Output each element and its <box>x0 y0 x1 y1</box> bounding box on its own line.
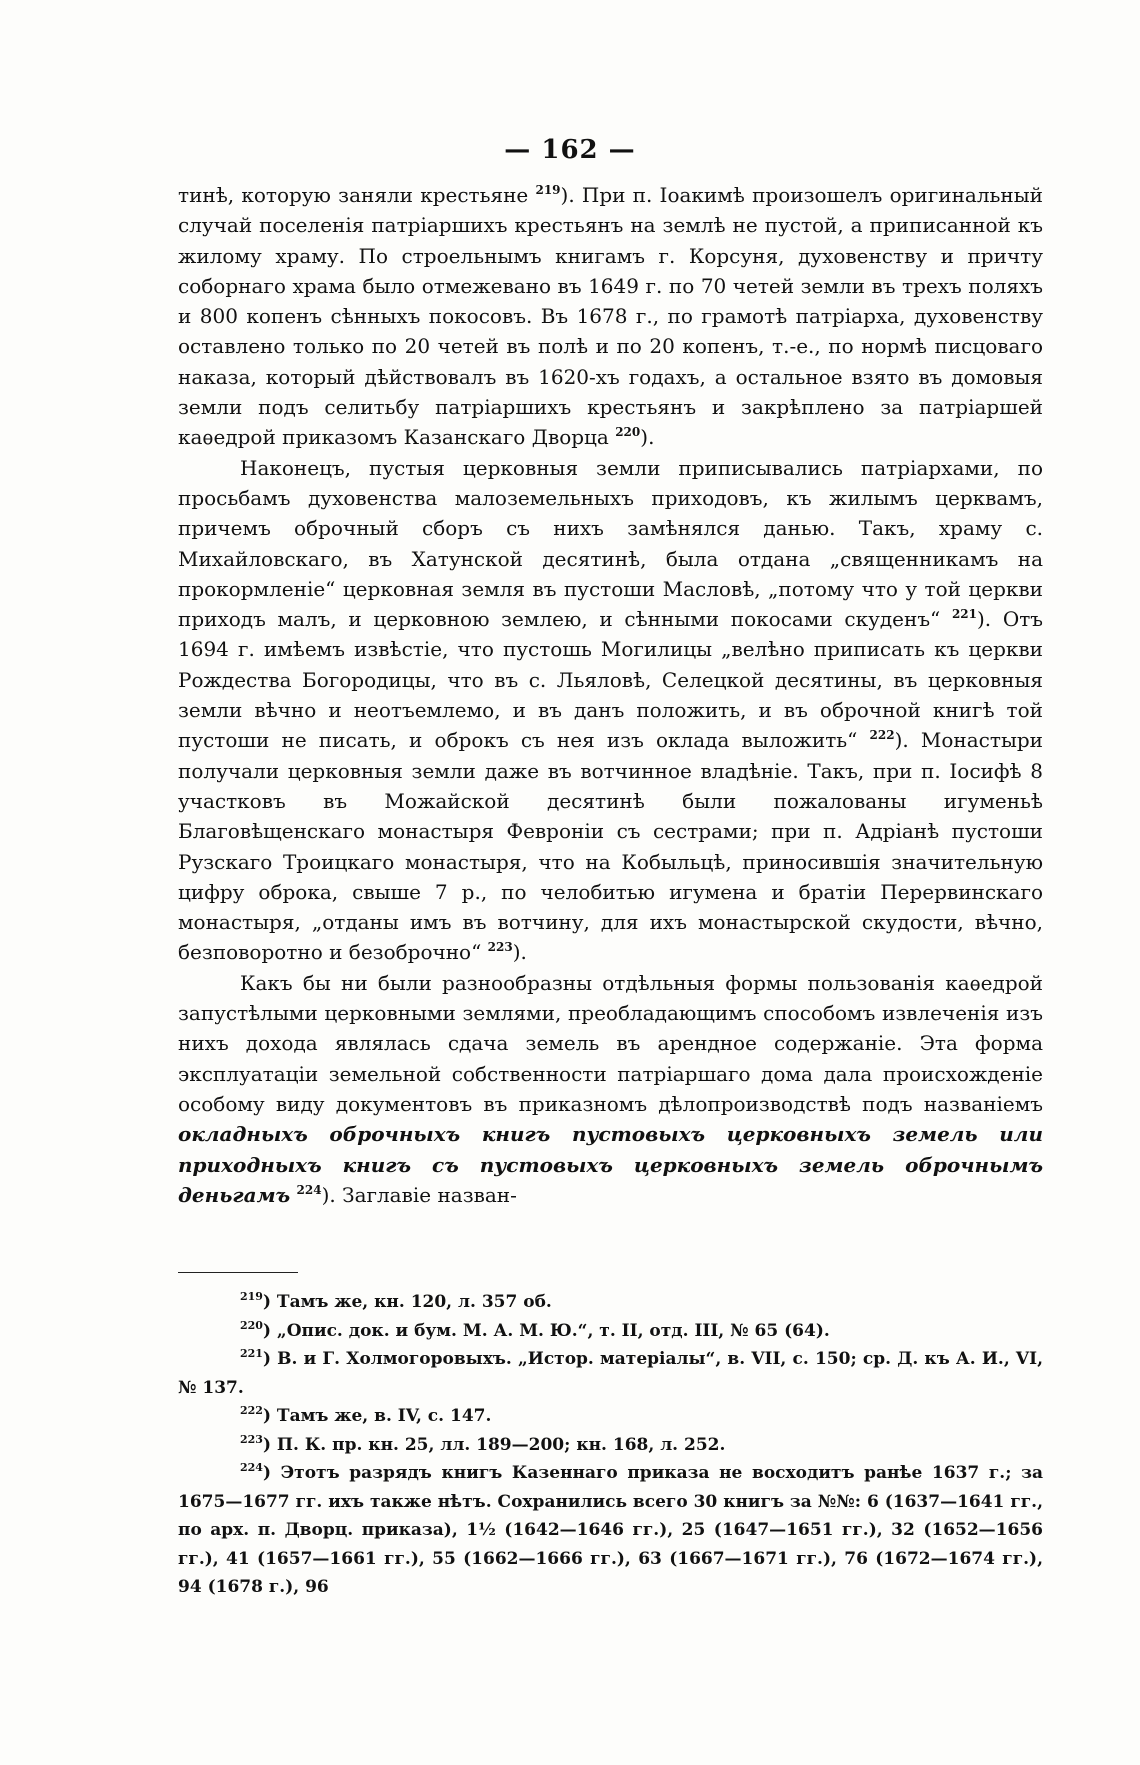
text-run: ). Монастыри получали церковныя земли даже въ вотчинное владѣніе. Такъ, при п. Іосифѣ 8 участковъ въ Можайской десятинѣ были пожалованы игуменьѣ Благовѣщенскаго монастыря Февроніи съ сестрами; при п. Адріанѣ пустоши Рузскаго Троицкаго монастыря, что на Кобыльцѣ, приносившія значительную цифру оброка, свыше 7 р., по челобитью игумена и братіи Перервинскаго монастыря, „отданы имъ въ вотчину, для ихъ монастырской скудости, вѣчно, безповоротно и безоброчно“ <box>178 728 1043 965</box>
italic-title: окладныхъ оброчныхъ книгъ пустовыхъ церковныхъ земель или приходныхъ книгъ съ пустовыхъ церковныхъ земель оброчнымъ деньгамъ <box>178 1122 1043 1207</box>
footnote-text: ) П. К. пр. кн. 25, лл. 189—200; кн. 168, л. 252. <box>262 1434 726 1455</box>
paragraph <box>178 180 1043 453</box>
text-run: ). Заглавіе назван- <box>321 1182 517 1207</box>
footnote-number: 223 <box>240 1432 263 1446</box>
footnote-number: 219 <box>240 1290 263 1303</box>
footnote-ref: 221 <box>951 607 977 622</box>
page-number: — 162 — <box>504 135 636 165</box>
text-run: Какъ бы ни были разнообразны отдѣльныя формы пользованія каѳедрой запустѣлыми церковными землями, преобладающимъ способомъ извлеченія изъ нихъ дохода являлась сдача земель въ арендное содержаніе. Эта форма эксплуатаціи земельной собственности патріаршаго дома дала происхожденіе особому виду документовъ въ приказномъ дѣлопроизводствѣ подъ названіемъ <box>178 970 1043 1116</box>
footnote <box>178 1345 1043 1402</box>
paragraph <box>178 453 1043 968</box>
footnote <box>178 1402 1043 1431</box>
text-run: ). Отъ 1694 г. имѣемъ извѣстіе, что пустошь Могилицы „велѣно приписать къ церкви Рождества Богородицы, что въ с. Льяловѣ, Селецкой десятины, въ церковныя земли вѣчно и неотъемлемо, и въ данъ положить, и въ оброчной книгѣ той пустоши не писать, и оброкъ съ нея изъ оклада выложить“ <box>178 607 1044 753</box>
footnote-ref: 219 <box>535 183 561 197</box>
footnote <box>178 1288 1043 1317</box>
footnote <box>178 1459 1043 1602</box>
text-run: ). При п. Іоакимѣ произошелъ оригинальный случай поселенія патріаршихъ крестьянъ на землѣ не пустой, а приписанной къ жилому храму. По строельнымъ книгамъ г. Корсуня, духовенству и причту соборнаго храма было отмежевано въ 1649 г. по 70 четей земли въ трехъ поляхъ и 800 копенъ сѣнныхъ покосовъ. Въ 1678 г., по грамотѣ патріарха, духовенству оставлено только по 20 четей въ полѣ и по 20 копенъ, т.-е., по нормѣ писцоваго наказа, который дѣйствовалъ въ 1620-хъ годахъ, а остальное взято въ домовыя земли подъ селитьбу патріаршихъ крестьянъ и закрѣплено за патріаршей каѳедрой приказомъ Казанскаго Дворца <box>178 183 1043 450</box>
footnote <box>178 1431 1043 1460</box>
footnote-separator <box>178 1272 298 1273</box>
footnote-ref: 224 <box>296 1182 322 1197</box>
paragraph <box>178 968 1043 1210</box>
text-run: ). <box>512 940 527 965</box>
footnotes <box>178 1288 1043 1602</box>
footnote-ref: 222 <box>869 728 895 743</box>
text-run: тинѣ, которую заняли крестьяне <box>178 183 536 207</box>
text-run: Наконецъ, пустыя церковныя земли приписывались патріархами, по просьбамъ духовенства малоземельныхъ приходовъ, къ жилымъ церквамъ, причемъ оброчный сборъ съ нихъ замѣнялся данью. Такъ, храму с. Михайловскаго, въ Хатунской десятинѣ, была отдана „священникамъ на прокормленіе“ церковная земля въ пустоши Масловѣ, „потому что у той церкви приходъ малъ, и церковною землею, и сѣнными покосами скуденъ“ <box>178 455 1043 632</box>
main-text <box>178 180 1043 1210</box>
footnote-ref: 220 <box>615 425 641 440</box>
footnote-ref: 223 <box>487 940 513 955</box>
footnote-text: ) Тамъ же, кн. 120, л. 357 об. <box>262 1292 552 1312</box>
footnote-number: 221 <box>240 1347 263 1360</box>
footnote-text: ) Этотъ разрядъ книгъ Казеннаго приказа не восходитъ ранѣе 1637 г.; за 1675—1677 гг. ихъ также нѣтъ. Сохранились всего 30 книгъ за №№: 6 (1637—1641 гг., по арх. п. Дворц. приказа), 1½ (1642—1646 гг.), 25 (1647—1651 гг.), 32 (1652—1656 гг.), 41 (1657—1661 гг.), 55 (1662—1666 гг.), 63 (1667—1671 гг.), 76 (1672—1674 гг.), 94 (1678 г.), 96 <box>178 1463 1043 1597</box>
footnote-text: ) Тамъ же, в. IV, с. 147. <box>262 1406 492 1426</box>
footnote-number: 220 <box>240 1318 263 1332</box>
footnote <box>178 1317 1043 1346</box>
footnote-number: 222 <box>240 1404 263 1417</box>
footnote-number: 224 <box>240 1461 263 1474</box>
footnote-text: ) В. и Г. Холмогоровыхъ. „Истор. матеріалы“, в. VII, с. 150; ср. Д. къ А. И., VI, № 137. <box>178 1349 1043 1398</box>
footnote-text: ) „Опис. док. и бум. М. А. М. Ю.“, т. II, отд. III, № 65 (64). <box>262 1320 830 1341</box>
text-run: ). <box>640 425 655 450</box>
